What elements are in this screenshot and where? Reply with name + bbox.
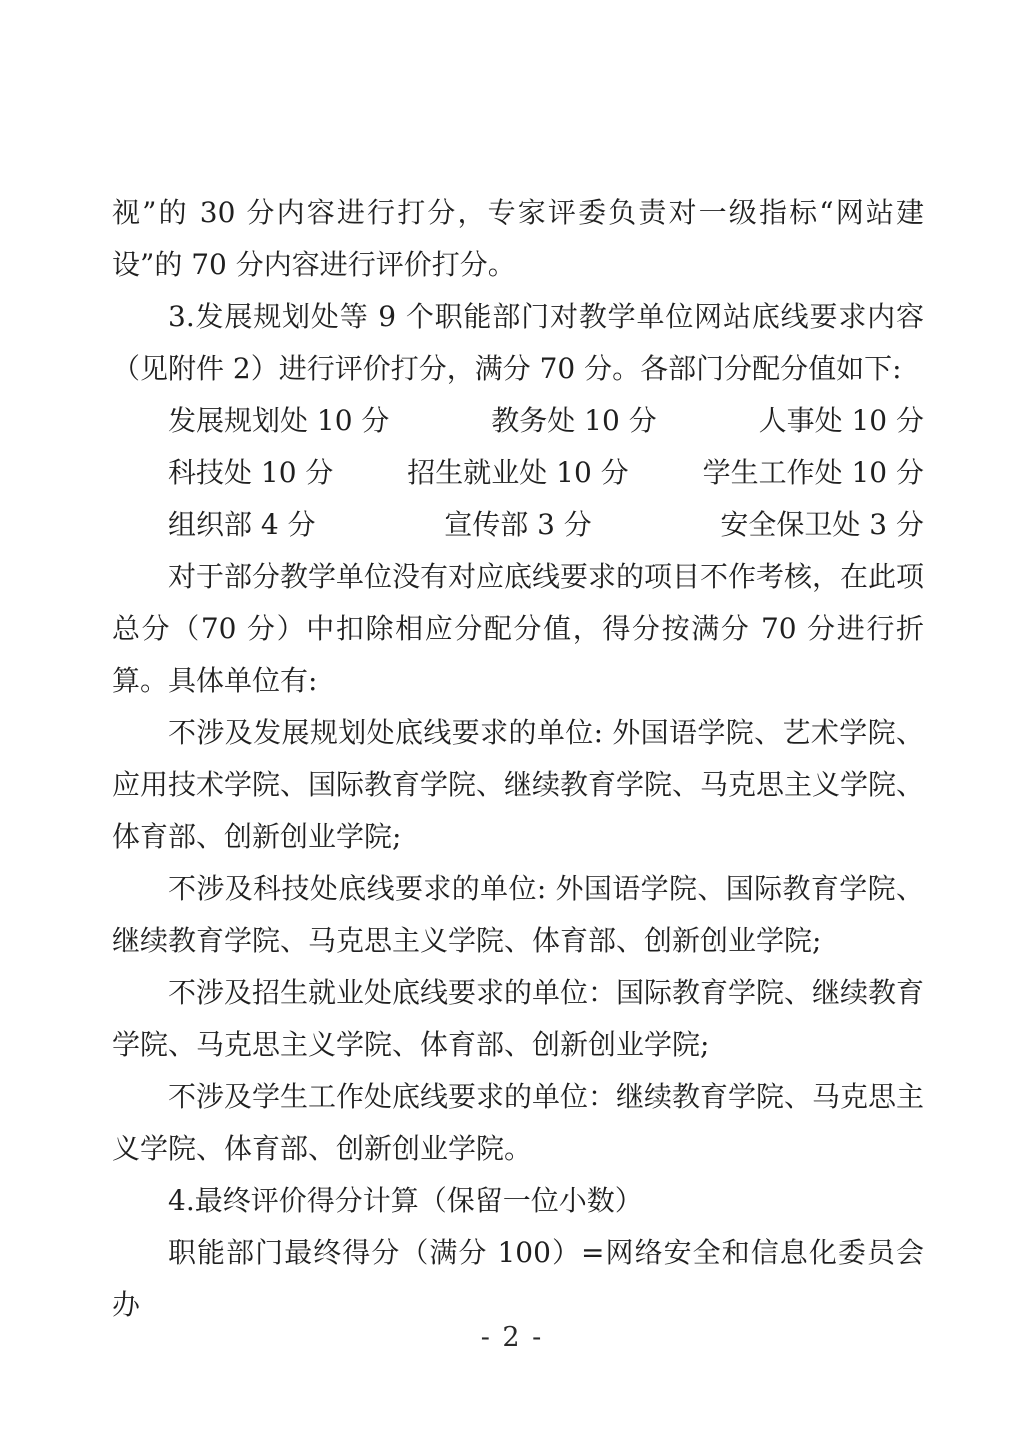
paragraph-item-4: 4.最终评价得分计算（保留一位小数） [168, 1184, 643, 1217]
paragraph-item-3: 3.发展规划处等 9 个职能部门对教学单位网站底线要求内容（见附件 2）进行评价打分，满分 70 分。各部门分配分值如下: [112, 300, 924, 385]
paragraph-exempt-fazhanguihuachu: 不涉及发展规划处底线要求的单位: 外国语学院、艺术学院、应用技术学院、国际教育学院、继续教育学院、马克思主义学院、体育部、创新创业学院; [112, 716, 925, 853]
score-cell-zuzhibu: 组织部 4 分 [168, 508, 316, 541]
score-cell-kejichu: 科技处 10 分 [168, 456, 334, 489]
score-cell-jiaowuchu: 教务处 10 分 [491, 404, 657, 437]
score-cell-anquanbaoweichu: 安全保卫处 3 分 [720, 508, 924, 541]
paragraph-exempt-xueshenggongzuochu: 不涉及学生工作处底线要求的单位：继续教育学院、马克思主义学院、体育部、创新创业学院。 [112, 1080, 925, 1165]
paragraph-exempt-zhaoshengjiuyechu: 不涉及招生就业处底线要求的单位：国际教育学院、继续教育学院、马克思主义学院、体育部、创新创业学院; [112, 976, 925, 1061]
score-cell-zhaoshengjiuyechu: 招生就业处 10 分 [407, 456, 629, 489]
paragraph-final-score-formula: 职能部门最终得分（满分 100）=网络安全和信息化委员会办 [112, 1236, 924, 1321]
score-cell-renshichu: 人事处 10 分 [758, 404, 924, 437]
paragraph-continuation: 视”的 30 分内容进行打分，专家评委负责对一级指标“网站建设”的 70 分内容进行评价打分。 [112, 196, 924, 281]
paragraph-exempt-kejichu: 不涉及科技处底线要求的单位: 外国语学院、国际教育学院、继续教育学院、马克思主义学院、体育部、创新创业学院; [112, 872, 924, 957]
document-body [112, 187, 924, 1331]
paragraph-deduction-rule: 对于部分教学单位没有对应底线要求的项目不作考核，在此项总分（70 分）中扣除相应分配分值，得分按满分 70 分进行折算。具体单位有: [112, 560, 925, 697]
score-allocation-row-1 [112, 395, 924, 447]
score-cell-fazhanguihuachu: 发展规划处 10 分 [168, 404, 390, 437]
score-cell-xuanchuanbu: 宣传部 3 分 [444, 508, 592, 541]
page-number: - 2 - [480, 1322, 544, 1353]
score-cell-xueshenggongzuochu: 学生工作处 10 分 [702, 456, 924, 489]
score-allocation-row-3 [112, 499, 924, 551]
score-allocation-row-2 [112, 447, 924, 499]
